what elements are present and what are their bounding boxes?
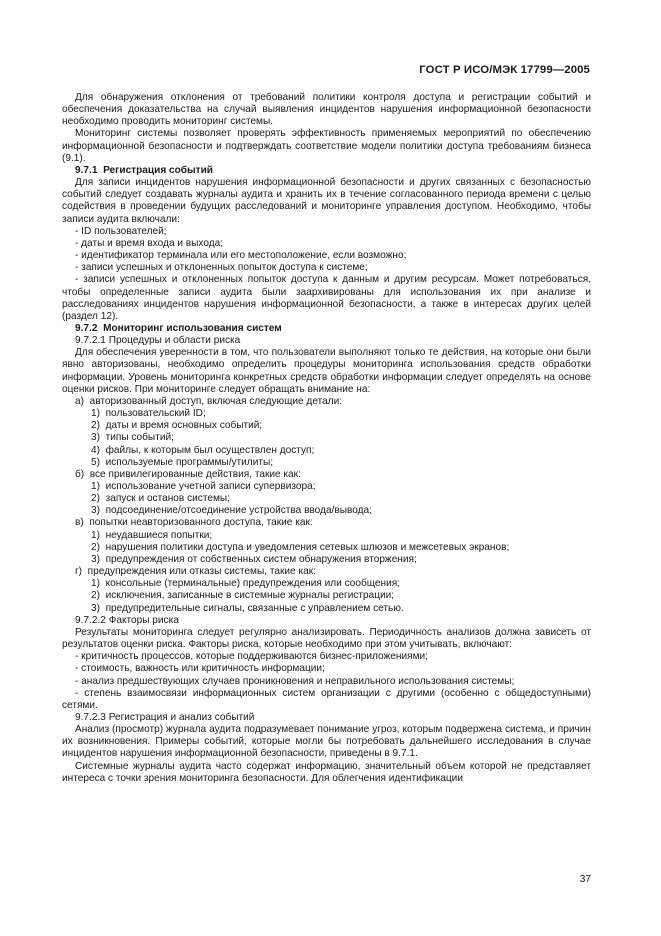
list-marker: 2) bbox=[91, 590, 100, 602]
list-group-text: попытки неавторизованного доступа, такие как: bbox=[89, 517, 313, 529]
subsection-title: Процедуры и области риска bbox=[108, 335, 241, 347]
list-subitem bbox=[62, 542, 591, 554]
list-item: - записи успешных и отклоненных попыток доступа к данным и другим ресурсам. Может потребоваться, чтобы определенные записи аудита были заархивированы для использования их при анализе и расследованиях инцидентов нарушения информационной безопасности, а также в интересах других целей (раздел 12). bbox=[62, 274, 591, 322]
list-item: - даты и время входа и выхода; bbox=[75, 237, 224, 249]
list-marker: 3) bbox=[91, 432, 100, 444]
list-group-g bbox=[62, 566, 591, 578]
list-subitem-text: запуск и останов системы; bbox=[105, 493, 230, 505]
list-marker: 1) bbox=[91, 578, 100, 590]
list-group-a bbox=[62, 396, 591, 408]
document-body bbox=[62, 92, 591, 785]
section-paragraph: Системные журналы аудита часто содержат информацию, значительный объем которой не представляет интереса с точки зрения мониторинга безопасности. Для облегчения идентификации bbox=[62, 760, 591, 784]
list-group-text: авторизованный доступ, включая следующие детали: bbox=[89, 395, 343, 407]
list-subitem bbox=[62, 554, 591, 566]
intro-paragraph-1: Для обнаружения отклонения от требований политики контроля доступа и регистрации событий и обеспечения доказательства на случай выявления инцидентов нарушения информационной безопасности необходимо проводить мониторинг системы. bbox=[62, 92, 591, 128]
list-subitem-text: пользовательский ID; bbox=[105, 408, 206, 420]
list-subitem bbox=[62, 590, 591, 602]
list-subitem-text: используемые программы/утилиты; bbox=[105, 456, 274, 468]
list-item: - анализ предшествующих случаев проникновения и неправильного использования системы; bbox=[75, 675, 515, 687]
list-marker: 2) bbox=[91, 493, 100, 505]
list-subitem bbox=[62, 481, 591, 493]
list-subitem bbox=[62, 505, 591, 517]
list-subitem-text: использование учетной записи супервизора; bbox=[105, 481, 316, 492]
list-subitem-text: подсоединение/отсоединение устройства ввода/вывода; bbox=[105, 505, 372, 517]
list-marker: в) bbox=[75, 517, 84, 529]
list-subitem-text: исключения, записанные в системные журналы регистрации; bbox=[105, 590, 395, 602]
list-group-b bbox=[62, 469, 591, 481]
list-subitem bbox=[62, 493, 591, 505]
section-number: 9.7.2 bbox=[75, 322, 98, 334]
list-group-text: все привилегированные действия, такие как: bbox=[89, 468, 301, 480]
section-number: 9.7.1 bbox=[75, 164, 98, 176]
list-marker: 2) bbox=[91, 541, 100, 553]
subsection-number: 9.7.2.3 bbox=[75, 711, 106, 723]
list-marker: г) bbox=[75, 566, 83, 578]
standard-header: ГОСТ Р ИСО/МЭК 17799—2005 bbox=[419, 64, 590, 76]
list-subitem-text: типы событий; bbox=[105, 432, 174, 444]
list-subitem bbox=[62, 530, 591, 542]
list-subitem-text: консольные (терминальные) предупреждения или сообщения; bbox=[105, 578, 401, 590]
list-item: - степень взаимосвязи информационных систем организации с другими (особенно с общедоступными) сетями. bbox=[62, 687, 591, 711]
list-subitem bbox=[62, 457, 591, 469]
list-subitem bbox=[62, 445, 591, 457]
page-number: 37 bbox=[579, 874, 591, 885]
section-heading-9-7-1 bbox=[62, 165, 591, 177]
list-marker: 4) bbox=[91, 444, 100, 456]
list-marker: 3) bbox=[91, 602, 100, 614]
subsection-heading-9-7-2-1 bbox=[62, 335, 591, 347]
section-title: Мониторинг использования систем bbox=[103, 322, 282, 334]
list-subitem bbox=[62, 578, 591, 590]
list-marker: 3) bbox=[91, 505, 100, 517]
intro-paragraph-2: Мониторинг системы позволяет проверять эффективность применяемых мероприятий по обеспечению информационной безопасности и подтверждать соответствие модели политики доступа требованиям бизнеса (9.1). bbox=[62, 128, 591, 164]
list-group-text: предупреждения или отказы системы, такие как: bbox=[87, 566, 316, 578]
list-marker: б) bbox=[75, 468, 85, 480]
section-heading-9-7-2 bbox=[62, 323, 591, 335]
list-subitem-text: файлы, к которым был осуществлен доступ; bbox=[105, 444, 315, 456]
subsection-heading-9-7-2-3 bbox=[62, 712, 591, 724]
list-marker: 5) bbox=[91, 456, 100, 468]
list-subitem-text: предупреждения от собственных систем обнаружения вторжения; bbox=[105, 553, 417, 565]
section-paragraph: Для записи инцидентов нарушения информационной безопасности и других связанных с безопасностью событий следует создавать журналы аудита и хранить их в течение согласованного периода времени с целью содействия в проведении будущих расследований и мониторинге управления доступом. Необходимо, чтобы записи аудита включали: bbox=[62, 177, 591, 225]
list-subitem-text: даты и время основных событий; bbox=[105, 420, 263, 432]
subsection-number: 9.7.2.1 bbox=[75, 335, 106, 347]
list-item: - ID пользователей; bbox=[75, 225, 167, 237]
list-item: - стоимость, важность или критичность информации; bbox=[75, 663, 325, 675]
list-subitem bbox=[62, 432, 591, 444]
section-paragraph: Для обеспечения уверенности в том, что пользователи выполняют только те действия, на которые они были явно авторизованы, необходимо определить процедуры мониторинга использования средств обработки информации. Уровень мониторинга конкретных средств обработки информации следует определять на основе оценки рисков. При мониторинге следует обращать внимание на: bbox=[62, 347, 591, 395]
list-subitem bbox=[62, 408, 591, 420]
list-marker: 2) bbox=[91, 420, 100, 432]
section-paragraph: Результаты мониторинга следует регулярно анализировать. Периодичность анализов должна зависеть от результатов оценки риска. Факторы риска, которые необходимо при этом учитывать, включают: bbox=[62, 626, 591, 651]
subsection-number: 9.7.2.2 bbox=[75, 614, 106, 626]
subsection-heading-9-7-2-2 bbox=[62, 615, 591, 627]
list-group-v bbox=[62, 517, 591, 529]
section-paragraph: Анализ (просмотр) журнала аудита подразумевает понимание угроз, которым подвержена система, и причин их возникновения. Примеры событий, которые могли бы потребовать дальнейшего исследования в случае инцидентов нарушения информационной безопасности, приведены в 9.7.1. bbox=[62, 724, 591, 760]
list-subitem-text: нарушения политики доступа и уведомления сетевых шлюзов и межсетевых экранов; bbox=[105, 541, 510, 553]
list-subitem-text: предупредительные сигналы, связанные с управлением сетью. bbox=[105, 602, 404, 614]
list-item: - записи успешных и отклоненных попыток доступа к системе; bbox=[75, 262, 368, 274]
list-item: - критичность процессов, которые поддерживаются бизнес-приложениями; bbox=[75, 651, 428, 663]
list-subitem bbox=[62, 420, 591, 432]
list-marker: 1) bbox=[91, 481, 100, 492]
list-marker: а) bbox=[75, 395, 84, 407]
list-subitem-text: неудавшиеся попытки; bbox=[105, 529, 213, 541]
list-marker: 1) bbox=[91, 529, 100, 541]
subsection-title: Регистрация и анализ событий bbox=[108, 711, 255, 723]
list-item: - идентификатор терминала или его местоположение, если возможно; bbox=[75, 250, 407, 262]
subsection-title: Факторы риска bbox=[108, 614, 179, 626]
section-title: Регистрация событий bbox=[103, 164, 213, 176]
list-marker: 3) bbox=[91, 553, 100, 565]
list-marker: 1) bbox=[91, 408, 100, 420]
list-subitem bbox=[62, 603, 591, 615]
